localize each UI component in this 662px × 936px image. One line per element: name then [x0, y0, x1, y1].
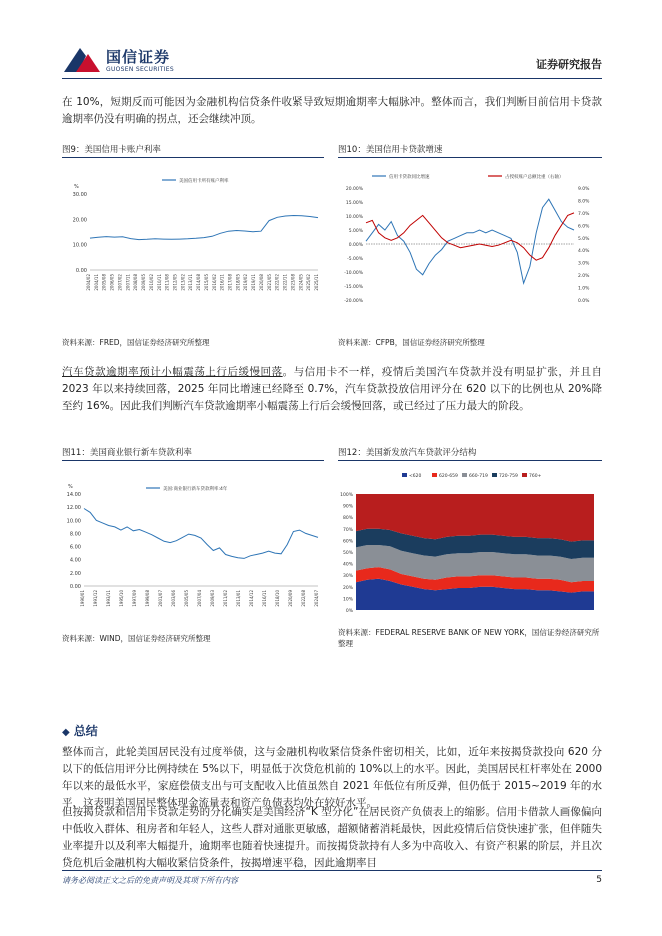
page-header — [62, 42, 602, 78]
figure-9-rule — [62, 157, 324, 158]
y2-tick-label: 4.0% — [578, 249, 590, 255]
y-tick-label: 20.00 — [72, 217, 87, 224]
legend-swatch — [432, 473, 437, 477]
x-tick-label: 2018/10 — [275, 590, 280, 607]
x-tick-label: 2007/11 — [125, 274, 131, 291]
y-tick-label: 30.00 — [72, 192, 87, 198]
x-tick-label: 2004/02 — [86, 274, 91, 291]
figure-12-title: 图12：美国新发放汽车贷款评分结构 — [338, 448, 477, 458]
x-tick-label: 2016/11 — [262, 590, 267, 607]
figure-10-svg — [338, 160, 602, 328]
y2-tick-label: 0.0% — [578, 299, 590, 304]
legend-label: 620-659 — [439, 474, 458, 479]
page-number: 5 — [596, 875, 602, 885]
figure-9-source: 资料来源：FRED，国信证券经济研究所整理 — [62, 338, 210, 347]
y-tick-label: -20.00% — [344, 299, 363, 304]
legend-swatch — [462, 473, 467, 477]
x-tick-label: 2010/11 — [156, 274, 162, 291]
legend-label: 660-719 — [469, 474, 488, 479]
x-tick-label: 2025/02 — [306, 274, 312, 291]
body-paragraph-2 — [62, 364, 602, 415]
y-tick-label: 0.00% — [348, 243, 363, 248]
x-tick-label: 2016/02 — [211, 274, 217, 291]
series-line — [84, 509, 318, 559]
y-tick-label: 2.00 — [69, 570, 81, 577]
x-tick-label: 2007/04 — [197, 590, 202, 607]
x-tick-label: 2012/05 — [172, 274, 178, 291]
legend-swatch — [402, 473, 407, 477]
y-tick-label: 0.00 — [69, 584, 81, 590]
legend-swatch — [522, 473, 527, 477]
y2-tick-label: 2.0% — [578, 274, 590, 280]
y-tick-label: 50% — [342, 551, 353, 556]
x-tick-label: 2022/02 — [274, 274, 280, 291]
legend-label: <620 — [409, 474, 422, 479]
header-divider — [62, 78, 602, 79]
figure-12-svg — [338, 464, 602, 624]
x-tick-label: 1993/11 — [106, 590, 111, 607]
footer-divider — [62, 870, 602, 871]
y-tick-label: 20% — [342, 585, 353, 591]
x-tick-label: 2003/06 — [171, 590, 176, 607]
section-title: 总结 — [73, 724, 98, 738]
legend-label: 720-759 — [499, 474, 518, 479]
y-axis-unit: % — [68, 484, 73, 490]
y2-tick-label: 3.0% — [578, 261, 590, 267]
y-tick-label: -5.00% — [347, 257, 363, 262]
y-tick-label: 60% — [342, 539, 353, 545]
y-tick-label: 90% — [342, 504, 353, 510]
x-tick-label: 2009/05 — [141, 274, 147, 291]
series-line — [366, 199, 574, 283]
x-tick-label: 2010/02 — [148, 274, 154, 291]
y-tick-label: 40% — [342, 562, 353, 568]
x-tick-label: 2014/08 — [196, 274, 202, 291]
legend-label: 美国:商业银行新车贷款利率:4年 — [163, 487, 228, 492]
y-tick-label: 14.00 — [66, 492, 81, 498]
figure-11-title: 图11：美国商业银行新车贷款利率 — [62, 448, 192, 458]
y-tick-label: 10.00 — [72, 242, 87, 249]
series-line — [366, 213, 574, 260]
x-tick-label: 2015/05 — [203, 274, 209, 291]
x-tick-label: 2022/08 — [301, 590, 306, 607]
x-tick-label: 2023/08 — [290, 274, 296, 291]
x-tick-label: 2011/02 — [223, 590, 228, 607]
footer-disclaimer: 请务必阅读正文之后的免责声明及其项下所有内容 — [62, 876, 238, 885]
y2-tick-label: 8.0% — [578, 199, 590, 205]
x-tick-label: 1991/12 — [93, 590, 98, 607]
y-tick-label: 20.00% — [345, 187, 363, 192]
x-tick-label: 1997/09 — [132, 590, 137, 607]
logo-chinese-name: 国信证券 — [106, 48, 171, 66]
x-tick-label: 2011/08 — [164, 274, 170, 291]
x-tick-label: 2014/12 — [249, 590, 254, 607]
body-paragraph-3: 整体而言，此轮美国居民没有过度举债，这与金融机构收紧信贷条件密切相关，比如，近年来按揭贷款投向 620 分以下的低信用评分比例持续在 5%以下，明显低于次贷危机前的 10%以上的水平。因此，美国居民杠杆率处在 2000 年以来的最低水平，家庭偿债支出与可支配收入比值虽然自 2021 年低位有所反弹，但仍低于 2015~2019 年的水平，这表明美国居民整体现金流量表和资产负债表均处在较好水平。 — [62, 746, 602, 809]
y-tick-label: 5.00% — [348, 229, 363, 234]
y-tick-label: 80% — [342, 516, 353, 522]
x-tick-label: 1990/01 — [80, 590, 85, 607]
y-tick-label: 0.00 — [75, 268, 87, 274]
legend-label: 美国信用卡所有账户利率 — [179, 179, 229, 184]
x-tick-label: 2016/11 — [219, 274, 225, 291]
guosen-logo-icon — [62, 42, 102, 76]
y-tick-label: 10% — [342, 597, 353, 603]
figure-9-svg — [62, 160, 324, 328]
x-tick-label: 2018/05 — [235, 274, 241, 291]
y2-tick-label: 1.0% — [578, 286, 590, 292]
x-tick-label: 2005/05 — [184, 590, 189, 607]
x-tick-label: 2013/01 — [236, 590, 241, 607]
x-tick-label: 2006/05 — [109, 274, 115, 291]
y-tick-label: 15.00% — [345, 201, 363, 206]
y-tick-label: 10.00 — [66, 518, 81, 525]
figure-11-source: 资料来源：WIND，国信证券经济研究所整理 — [62, 634, 211, 643]
y-tick-label: 70% — [342, 527, 353, 533]
figure-12-source: 资料来源：FEDERAL RESERVE BANK OF NEW YORK，国信证券经济研究所整理 — [338, 628, 600, 648]
figure-9-title: 图9：美国信用卡账户利率 — [62, 145, 161, 155]
x-tick-label: 2020/08 — [258, 274, 264, 291]
x-tick-label: 2020/09 — [288, 590, 293, 607]
x-tick-label: 2024/05 — [298, 274, 304, 291]
figure-11-chart — [62, 464, 324, 628]
y-tick-label: 6.00 — [69, 544, 81, 551]
figure-11-rule — [62, 460, 324, 461]
x-tick-label: 2007/02 — [117, 274, 123, 291]
paragraph-2-text: 。与信用卡不一样，疫情后美国汽车贷款并没有明显扩张，并且自 2023 年以来持续回落，2025 年同比增速已经降至 0.7%，汽车贷款投放信用评分在 620 以下的比例也从 20%降至约 16%。因此我们判断汽车贷款逾期率小幅震荡上行后会缓慢回落，或已经过了压力最大的阶段。 — [62, 366, 602, 412]
x-tick-label: 2009/03 — [210, 590, 215, 607]
x-tick-label: 2004/11 — [93, 274, 99, 291]
y-tick-label: -15.00% — [344, 285, 363, 290]
figure-10-source: 资料来源：CFPB，国信证券经济研究所整理 — [338, 338, 485, 347]
legend-label: 信用卡贷款同比增速 — [389, 175, 430, 180]
y-tick-label: 10.00% — [345, 215, 363, 220]
x-tick-label: 2025/11 — [314, 274, 319, 291]
y2-tick-label: 5.0% — [578, 236, 590, 242]
x-tick-label: 2024/07 — [314, 590, 319, 607]
body-paragraph-4: 但按揭贷款和信用卡贷款走势的分化确实是美国经济“K 型分化”在居民资产负债表上的缩影。信用卡借款人画像偏向中低收入群体、租房者和年轻人，这些人群对通胀更敏感，超额储蓄消耗最快，因此疫情后信贷快速扩张，但伴随失业率提升以及利率大幅提升，逾期率也随着快速提升。而按揭贷款持有人多为中高收入、有资产积累的阶层，并且次贷危机后金融机构大幅收紧信贷条件，按揭增速平稳，因此逾期率目 — [62, 806, 602, 869]
y-tick-label: -10.00% — [344, 271, 363, 276]
x-tick-label: 1995/10 — [119, 590, 124, 607]
y-tick-label: 0% — [345, 609, 353, 614]
series-line — [90, 216, 318, 240]
figure-9-chart — [62, 160, 324, 328]
y2-tick-label: 9.0% — [578, 187, 590, 192]
figure-10-chart — [338, 160, 602, 328]
y2-tick-label: 6.0% — [578, 224, 590, 230]
y2-tick-label: 7.0% — [578, 211, 590, 217]
x-tick-label: 2001/07 — [158, 590, 163, 607]
section-heading-summary — [62, 722, 98, 739]
y-axis-unit: % — [74, 184, 79, 190]
x-tick-label: 2017/08 — [227, 274, 233, 291]
legend-swatch — [492, 473, 497, 477]
x-tick-label: 2021/05 — [266, 274, 272, 291]
logo-english-name: GUOSEN SECURITIES — [106, 66, 175, 73]
figure-11-svg — [62, 464, 324, 628]
paragraph-2-highlight: 汽车贷款逾期率预计小幅震荡上行后缓慢回落 — [62, 366, 283, 378]
y-tick-label: 100% — [340, 493, 353, 498]
x-tick-label: 2019/02 — [243, 274, 249, 291]
x-tick-label: 2013/11 — [188, 274, 194, 291]
legend-label: 占授权账户总额比重（右轴） — [505, 175, 564, 180]
figure-12-chart — [338, 464, 602, 624]
body-paragraph-1: 在 10%，短期反而可能因为金融机构信贷条件收紧导致短期逾期率大幅脉冲。整体而言，我们判断目前信用卡贷款逾期率仍没有明确的拐点，还会继续冲顶。 — [62, 96, 602, 125]
x-tick-label: 2022/11 — [282, 274, 288, 291]
figure-10-title: 图10：美国信用卡贷款增速 — [338, 145, 443, 155]
x-tick-label: 2019/11 — [251, 274, 257, 291]
x-tick-label: 2005/08 — [101, 274, 107, 291]
x-tick-label: 2013/02 — [180, 274, 186, 291]
y-tick-label: 4.00 — [69, 557, 81, 564]
figure-12-rule — [338, 460, 602, 461]
report-type-label: 证券研究报告 — [536, 58, 602, 71]
figure-10-rule — [338, 157, 602, 158]
y-tick-label: 12.00 — [66, 505, 81, 512]
y-tick-label: 30% — [342, 574, 353, 580]
diamond-bullet-icon: ◆ — [62, 727, 70, 738]
x-tick-label: 1999/08 — [145, 590, 150, 607]
y-tick-label: 8.00 — [69, 531, 81, 538]
legend-label: 760+ — [529, 474, 542, 479]
x-tick-label: 2008/08 — [133, 274, 139, 291]
